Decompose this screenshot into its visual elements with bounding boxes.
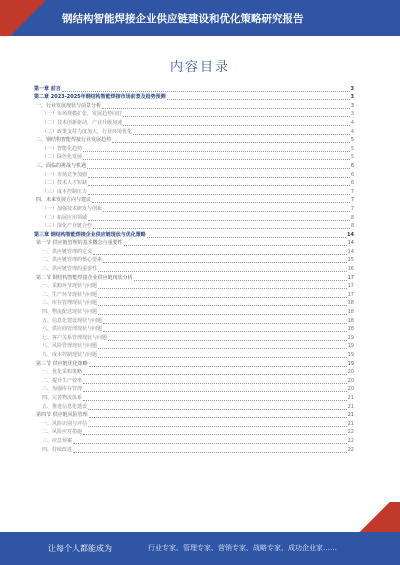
toc-entry-text: （一）加强技术研发与创新 xyxy=(42,205,103,212)
toc-leader-dots xyxy=(93,254,347,255)
toc-page-number: 16 xyxy=(347,266,354,273)
toc-entry[interactable] xyxy=(34,402,354,411)
toc-entry[interactable] xyxy=(34,170,354,179)
toc-entry[interactable] xyxy=(34,316,354,325)
toc-entry[interactable] xyxy=(34,256,354,265)
toc-leader-dots xyxy=(89,366,347,367)
toc-entry[interactable] xyxy=(34,247,354,256)
toc-entry[interactable] xyxy=(34,307,354,316)
toc-leader-dots xyxy=(124,245,347,246)
toc-entry-text: （一）市场竞争加剧 xyxy=(42,171,88,178)
toc-entry[interactable] xyxy=(34,153,354,162)
toc-entry[interactable] xyxy=(34,333,354,342)
toc-entry[interactable] xyxy=(34,204,354,213)
toc-leader-dots xyxy=(103,323,347,324)
toc-leader-dots xyxy=(88,177,350,178)
toc-leader-dots xyxy=(88,220,350,221)
toc-entry-text: 第一章 前言 xyxy=(34,85,61,92)
toc-entry-text: 二、生产环节现状与问题 xyxy=(42,291,98,298)
toc-leader-dots xyxy=(103,262,347,263)
toc-entry[interactable] xyxy=(34,436,354,445)
toc-entry-text: 七、客户关系管理现状与问题 xyxy=(42,334,108,341)
toc-entry-text: 第三章 钢结构智能焊接企业供应链现状与优化策略 xyxy=(34,231,146,238)
toc-entry[interactable] xyxy=(34,282,354,291)
toc-entry[interactable] xyxy=(34,187,354,196)
toc-entry-text: 一、风险识别与评估 xyxy=(42,420,88,427)
toc-page-number: 20 xyxy=(347,377,354,384)
toc-page-number: 19 xyxy=(347,360,354,367)
toc-page-number: 22 xyxy=(347,437,354,444)
toc-page-number: 6 xyxy=(350,180,354,187)
toc-leader-dots xyxy=(98,271,347,272)
toc-leader-dots xyxy=(98,305,347,306)
toc-entry[interactable] xyxy=(34,110,354,119)
toc-entry-text: （二）技术人才短缺 xyxy=(42,180,88,187)
toc-page-number: 3 xyxy=(350,111,354,118)
toc-entry-text: 二、风险应对措施 xyxy=(42,429,83,436)
header-accent xyxy=(0,0,56,36)
toc-page-number: 20 xyxy=(347,369,354,376)
toc-entry-text: 第三节 供应链优化策略 xyxy=(36,360,88,367)
toc-page-number: 19 xyxy=(347,343,354,350)
toc-page-number: 6 xyxy=(350,171,354,178)
toc-entry-text: 九、成本控制现状与问题 xyxy=(42,352,98,358)
toc-leader-dots xyxy=(83,434,347,435)
toc-leader-dots xyxy=(103,331,347,332)
toc-entry[interactable] xyxy=(34,368,354,377)
toc-entry[interactable] xyxy=(34,273,354,282)
toc-page-number: 8 xyxy=(350,214,354,221)
toc-entry-text: 三、应急预案 xyxy=(42,437,73,444)
toc-heading: 内容目录 xyxy=(169,60,230,75)
toc-entry-text: （一）市场规模扩张，发展趋势向好 xyxy=(42,111,123,118)
toc-entry[interactable] xyxy=(34,342,354,351)
toc-page-number: 21 xyxy=(347,420,354,427)
toc-entry-text: 二、提升生产效率 xyxy=(42,377,83,384)
toc-entry[interactable] xyxy=(34,359,354,368)
toc-leader-dots xyxy=(62,91,350,92)
toc-entry-text: 三、供应链管理的重要性 xyxy=(42,266,98,273)
toc-entry-text: 五、信息化建设现状与问题 xyxy=(42,317,103,324)
toc-leader-dots xyxy=(103,211,350,212)
toc-entry[interactable] xyxy=(34,350,354,359)
toc-entry-text: 四、持续改进 xyxy=(42,446,73,453)
toc-page-number: 4 xyxy=(350,119,354,126)
footer-slogan: 让每个人都能成为 xyxy=(48,544,112,553)
toc-entry-text: 第二节 钢结构智能焊接企业供应链现状分析 xyxy=(36,274,133,281)
toc-entry-text: 第二章 2023-2025年钢结构智能焊接市场前景及趋势预测 xyxy=(34,94,166,101)
toc-page-number: 22 xyxy=(347,446,354,453)
report-title: 钢结构智能焊接企业供应链建设和优化策略研究报告 xyxy=(62,13,304,25)
toc-leader-dots xyxy=(83,374,347,375)
toc-entry-text: 一、采购环节现状与问题 xyxy=(42,283,98,290)
toc-entry[interactable] xyxy=(34,230,354,239)
toc-page-number: 4 xyxy=(350,128,354,135)
toc-entry[interactable] xyxy=(34,290,354,299)
toc-entry-text: （一）智能化趋势 xyxy=(42,145,83,152)
toc-entry-text: （二）技术创新驱动，产业升级加速 xyxy=(42,119,123,126)
toc-entry-text: 二、钢结构智能焊接行业发展趋势 xyxy=(36,137,112,144)
toc-page-number: 14 xyxy=(347,248,354,255)
toc-leader-dots xyxy=(98,348,347,349)
toc-entry[interactable] xyxy=(34,428,354,437)
toc-page-number: 7 xyxy=(350,197,354,204)
toc-page-number: 20 xyxy=(347,386,354,393)
toc-page-number: 3 xyxy=(350,102,354,109)
toc-entry-text: 二、供应链管理的核心要素 xyxy=(42,257,103,264)
toc-page-number: 5 xyxy=(350,145,354,152)
toc-entry[interactable] xyxy=(34,385,354,394)
toc-page-number: 14 xyxy=(347,240,354,247)
toc-leader-dots xyxy=(83,159,350,160)
toc-leader-dots xyxy=(88,185,350,186)
toc-page-number: 6 xyxy=(350,162,354,169)
toc-entry-text: 四、物流配送现状与问题 xyxy=(42,309,98,316)
toc-leader-dots xyxy=(123,125,350,126)
toc-entry[interactable] xyxy=(34,325,354,334)
toc-page-number: 19 xyxy=(347,334,354,341)
toc-entry[interactable] xyxy=(34,393,354,402)
toc-page-number: 18 xyxy=(347,326,354,333)
toc-page-number: 19 xyxy=(347,352,354,358)
toc-page-number: 7 xyxy=(350,188,354,195)
toc-entry-text: 四、未来发展方向与建议 xyxy=(36,197,92,204)
toc-entry[interactable] xyxy=(34,239,354,248)
toc-entry[interactable] xyxy=(34,136,354,145)
toc-leader-dots xyxy=(83,383,347,384)
toc-page-number: 21 xyxy=(347,403,354,410)
toc-leader-dots xyxy=(83,400,347,401)
toc-page-number: 18 xyxy=(347,317,354,324)
toc-page-number: 21 xyxy=(347,412,354,419)
toc-entry-text: 五、推进信息化建设 xyxy=(42,403,88,410)
footer-roles: 行业专家、管理专家、营销专家、战略专家、成功企业家…… xyxy=(148,544,337,552)
toc-leader-dots xyxy=(73,443,347,444)
toc-page-number: 8 xyxy=(350,223,354,230)
toc-leader-dots xyxy=(133,134,350,135)
toc-leader-dots xyxy=(98,297,347,298)
toc-page-number: 3 xyxy=(350,94,354,101)
toc-leader-dots xyxy=(102,108,350,109)
toc-page-number: 18 xyxy=(347,300,354,307)
toc-page-number: 15 xyxy=(347,257,354,264)
toc-entry-text: 八、风险管理现状与问题 xyxy=(42,343,98,350)
toc-page-number: 17 xyxy=(347,291,354,298)
toc-page-number: 7 xyxy=(350,205,354,212)
footer-band xyxy=(0,532,400,565)
toc-entry-text: 第四节 供应链风险管理 xyxy=(36,412,88,419)
toc-entry-text: 三、库存管理现状与问题 xyxy=(42,300,98,307)
toc-leader-dots xyxy=(134,280,347,281)
toc-page-number: 17 xyxy=(347,283,354,290)
toc-entry[interactable] xyxy=(34,161,354,170)
toc-leader-dots xyxy=(93,228,350,229)
toc-leader-dots xyxy=(87,168,350,169)
toc-entry-text: 三、加强库存管理 xyxy=(42,386,83,393)
toc-entry[interactable] xyxy=(34,179,354,188)
toc-entry[interactable] xyxy=(34,144,354,153)
toc-page-number: 5 xyxy=(350,137,354,144)
toc-page-number: 5 xyxy=(350,154,354,161)
toc-entry-text: （三）成本控制压力 xyxy=(42,188,88,195)
toc-entry[interactable] xyxy=(34,264,354,273)
toc-entry-text: 一、行业发展现状与前景分析 xyxy=(36,102,102,109)
toc-entry-text: 第一节 供应链管理的基本概念与重要性 xyxy=(36,240,123,247)
toc-leader-dots xyxy=(88,426,347,427)
toc-entry-text: 一、优化采购策略 xyxy=(42,369,83,376)
toc-leader-dots xyxy=(98,357,347,358)
toc-entry[interactable] xyxy=(34,84,354,93)
toc-entry[interactable] xyxy=(34,127,354,136)
toc-leader-dots xyxy=(92,202,350,203)
toc-entry[interactable] xyxy=(34,118,354,127)
footer-accent xyxy=(340,502,400,532)
toc-page-number: 17 xyxy=(347,274,354,281)
toc-leader-dots xyxy=(98,314,347,315)
toc-leader-dots xyxy=(88,409,347,410)
toc-leader-dots xyxy=(147,237,346,238)
toc-leader-dots xyxy=(88,194,350,195)
toc-page-number: 14 xyxy=(347,231,354,238)
toc-page-number: 3 xyxy=(350,85,354,92)
toc-leader-dots xyxy=(73,452,347,453)
toc-entry[interactable] xyxy=(34,445,354,454)
toc-leader-dots xyxy=(83,391,347,392)
toc-entry-text: （三）政策支持力度加大，行业环境优化 xyxy=(42,128,133,135)
toc-entry-text: 一、供应链管理的定义 xyxy=(42,248,93,255)
toc-entry[interactable] xyxy=(34,419,354,428)
toc-entry-text: （二）拓展应用领域 xyxy=(42,214,88,221)
toc-leader-dots xyxy=(83,151,350,152)
toc-leader-dots xyxy=(112,142,350,143)
toc-leader-dots xyxy=(89,417,347,418)
toc-entry[interactable] xyxy=(34,101,354,110)
toc-page-number: 22 xyxy=(347,429,354,436)
toc-entry-text: 三、面临的挑战与机遇 xyxy=(36,162,87,169)
toc-leader-dots xyxy=(98,288,347,289)
toc-leader-dots xyxy=(108,340,347,341)
toc-entry-text: 六、供应商管理现状与问题 xyxy=(42,326,103,333)
toc-entry-text: （三）深化产业链合作 xyxy=(42,223,93,230)
toc-leader-dots xyxy=(167,99,350,100)
toc-entry[interactable] xyxy=(34,411,354,420)
toc-entry[interactable] xyxy=(34,299,354,308)
toc-entry-text: 四、完善物流体系 xyxy=(42,394,83,401)
toc-entry[interactable] xyxy=(34,196,354,205)
toc-entry[interactable] xyxy=(34,222,354,231)
toc-page-number: 21 xyxy=(347,394,354,401)
toc-entry[interactable] xyxy=(34,376,354,385)
table-of-contents xyxy=(34,84,354,454)
toc-leader-dots xyxy=(123,116,350,117)
toc-entry-text: （二）绿色化发展 xyxy=(42,154,83,161)
toc-entry[interactable] xyxy=(34,93,354,102)
toc-page-number: 18 xyxy=(347,309,354,316)
toc-entry[interactable] xyxy=(34,213,354,222)
header-bar xyxy=(0,0,400,36)
